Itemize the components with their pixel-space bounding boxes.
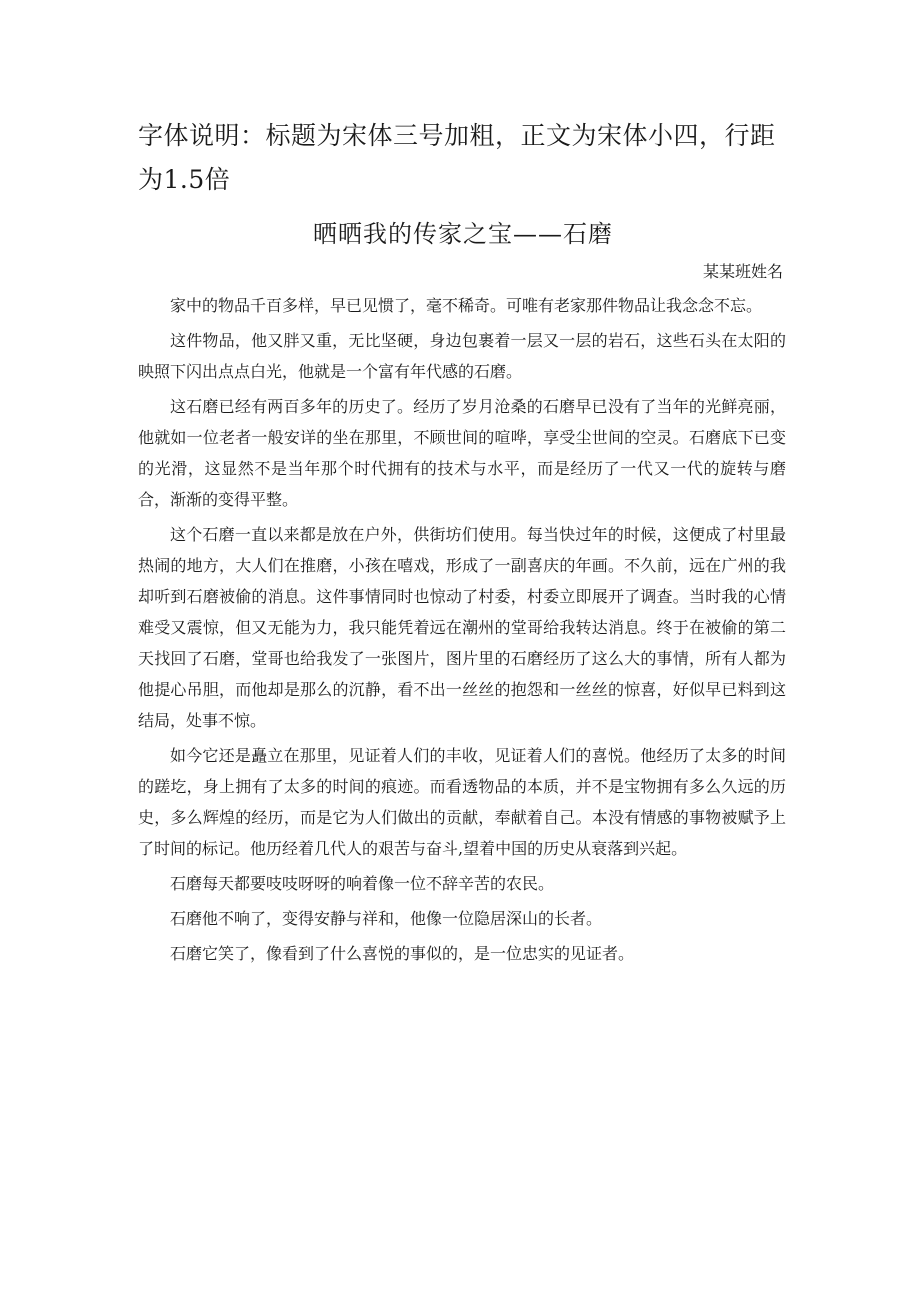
paragraph: 如今它还是矗立在那里，见证着人们的丰收，见证着人们的喜悦。他经历了太多的时间的蹉圪，身上拥有了太多的时间的痕迹。而看透物品的本质，并不是宝物拥有多么久远的历史，多么辉煌的经历，而是它为人们做出的贡献，奉献着自己。本没有情感的事物被赋予上了时间的标记。他历经着几代人的艰苦与奋斗,望着中国的历史从衰落到兴起。	[138, 746, 786, 858]
essay-title: 晒晒我的传家之宝——石磨	[313, 220, 613, 248]
paragraph: 家中的物品千百多样，早已见惯了，毫不稀奇。可唯有老家那件物品让我念念不忘。	[170, 296, 763, 315]
author-line: 某某班姓名	[702, 262, 783, 281]
paragraph: 这石磨已经有两百多年的历史了。经历了岁月沧桑的石磨早已没有了当年的光鲜亮丽，他就如一位老者一般安详的坐在那里，不顾世间的喧哗，享受尘世间的空灵。石磨底下已变的光滑，这显然不是当年那个时代拥有的技术与水平，而是经历了一代又一代的旋转与磨合，渐渐的变得平整。	[138, 397, 786, 509]
paragraph: 这件物品，他又胖又重，无比坚硬，身边包裹着一层又一层的岩石，这些石头在太阳的映照下闪出点点白光，他就是一个富有年代感的石磨。	[138, 331, 786, 381]
font-instruction-note: 字体说明：标题为宋体三号加粗，正文为宋体小四，行距为1.5倍	[138, 121, 776, 194]
paragraph: 石磨他不响了，变得安静与祥和，他像一位隐居深山的长者。	[170, 909, 603, 928]
paragraph: 石磨每天都要吱吱呀呀的响着像一位不辞辛苦的农民。	[170, 874, 555, 893]
essay-body	[138, 290, 786, 973]
paragraph: 石磨它笑了，像看到了什么喜悦的事似的，是一位忠实的见证者。	[170, 944, 635, 963]
paragraph: 这个石磨一直以来都是放在户外，供街坊们使用。每当快过年的时候，这便成了村里最热闹的地方，大人们在推磨，小孩在嘻戏，形成了一副喜庆的年画。不久前，远在广州的我却听到石磨被偷的消息。这件事情同时也惊动了村委，村委立即展开了调查。当时我的心情难受又震惊，但又无能为力，我只能凭着远在潮州的堂哥给我转达消息。终于在被偷的第二天找回了石磨，堂哥也给我发了一张图片，图片里的石磨经历了这么大的事情，所有人都为他提心吊胆，而他却是那么的沉静，看不出一丝丝的抱怨和一丝丝的惊喜，好似早已料到这结局，处事不惊。	[138, 525, 786, 730]
